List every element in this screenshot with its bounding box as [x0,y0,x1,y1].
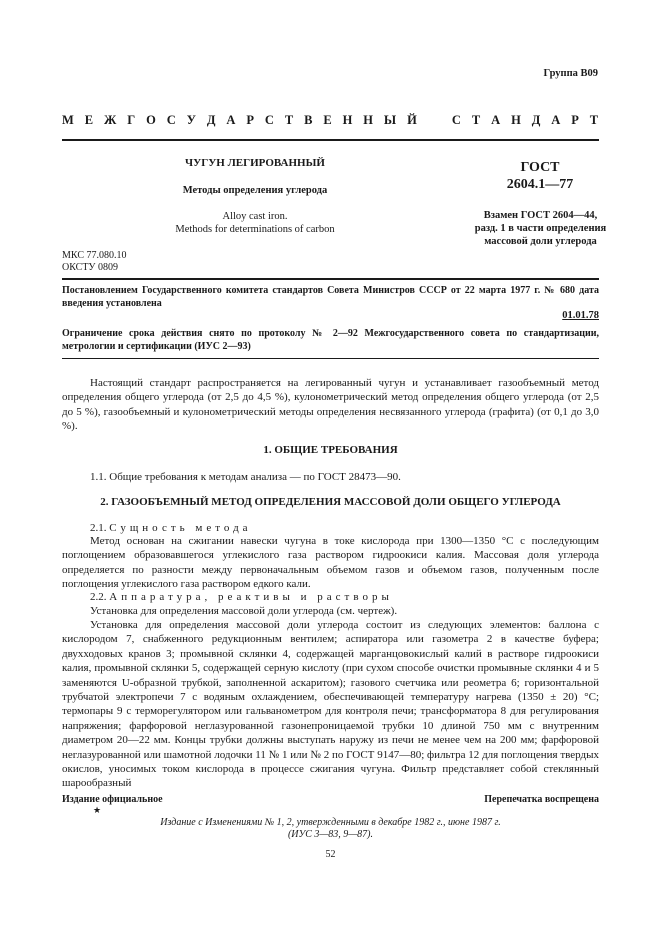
title-en-line1: Alloy cast iron. [222,211,288,222]
banner-standard: С Т А Н Д А Р Т [451,113,602,127]
changes-line1: Издание с Изменениями № 1, 2, утвержденными в декабре 1982 г., июне 1987 г. [160,817,501,828]
star-icon: ★ [93,805,102,815]
section2-heading: 2. ГАЗООБЪЕМНЫЙ МЕТОД ОПРЕДЕЛЕНИЯ МАССОВОЙ ДОЛИ ОБЩЕГО УГЛЕРОДА [100,496,561,508]
page-number: 52 [325,849,336,860]
s22-heading [90,590,599,604]
s22-number: 2.2. [90,591,107,603]
s21-text: Метод основан на сжигании навески чугуна в токе кислорода при 1300—1350 °С с последующим поглощением образовавшегося углекислого газа раствором гидроокиси калия. Массовая доля углерода определяется по разности между первоначальным объемом газов и объемом газов, полученным после поглощения углекислого газа раствором едкого кали. [62,535,599,591]
decree-date: 01.01.78 [562,310,599,321]
s21-title: Сущность метода [109,522,252,534]
edition-official: Издание официальное [62,794,163,805]
replace-line1: Взамен ГОСТ 2604—44, [483,210,598,221]
okstu-code: ОКСТУ 0809 [62,262,119,273]
restriction-rule [62,358,599,359]
gost-label: ГОСТ [520,160,560,175]
s22-p1: Установка для определения массовой доли углерода (см. чертеж). [90,605,398,617]
s21-number: 2.1. [90,522,107,534]
doc-title: ЧУГУН ЛЕГИРОВАННЫЙ [185,157,325,169]
s22-p2: Установка для определения массовой доли углерода состоит из следующих элементов: баллона с кислородом 7, снабженного редукционным вентилем; аспиратора или газометра 2 в качестве буфера; двухходовых кранов 3; промывной склянки 4, содержащей марганцовокислый калий в растворе гидроокиси калия, промывной склянки 5, содержащей серную кислоту (при сухом способе очистки промывные склянки 4 и 5 заменяются U-образной трубкой, заполненной аскаритом); газового счетчика или реометра 6; горизонтальной трубчатой электропечи 7 с водяным охлаждением, обеспечивающей температуру нагрева (1350 ± 20) °С; термопары 9 с терморегулятором или гальванометром для контроля печи; трансформатора 8 для регулирования напряжения; фарфоровой неглазурованной газонепроницаемой трубки 10 длиной 750 мм с внутренним диаметром 20—22 мм. Концы трубки должны выступать наружу из печи не менее чем на 200 мм; фарфоровой неглазурованной или шамотной лодочки 11 № 1 или № 2 по ГОСТ 9147—80; фильтра 12 для поглощения твердых окислов, уносимых током кислорода в процессе сжигания чугуна. Фильтр представляет собой стеклянный шарообразный [62,619,599,790]
reprint-notice: Перепечатка воспрещена [484,794,599,805]
section1-heading: 1. ОБЩИЕ ТРЕБОВАНИЯ [263,444,398,456]
title-rule [62,278,599,280]
replace-line3: массовой доли углерода [484,236,597,247]
title-en-line2: Methods for determinations of carbon [175,224,335,235]
gost-number: 2604.1—77 [506,177,574,192]
intro-paragraph: Настоящий стандарт распространяется на легированный чугун и устанавливает газообъемный метод определения общего углерода (от 2,5 до 4,5 %), кулонометрический метод определения общего углерода (от 2,5 до 5 %), газообъемный и кулонометрический методы определения несвязанного углерода (графита) (от 0,1 до 3,0 %). [62,377,599,433]
s22-title: Аппаратура, реактивы и растворы [109,591,393,603]
group-code: Группа В09 [543,68,598,79]
section1-p1: 1.1. Общие требования к методам анализа — по ГОСТ 28473—90. [90,471,401,483]
restriction-note: Ограничение срока действия снято по протоколу № 2—92 Межгосударственного совета по стандартизации, метрологии и сертификации (ИУС 2—93) [62,328,599,352]
replace-line2: разд. 1 в части определения [474,223,607,234]
changes-line2: (ИУС 3—83, 9—87). [287,829,374,840]
standard-banner [62,113,602,131]
mks-code: МКС 77.080.10 [62,250,127,261]
doc-subtitle: Методы определения углерода [182,185,328,196]
decree-text: Постановлением Государственного комитета стандартов Совета Министров СССР от 22 марта 1977 г. № 680 дата введения установлена [62,285,599,309]
header-rule [62,139,599,141]
banner-interstate: М Е Ж Г О С У Д А Р С Т В Е Н Н Ы Й [62,113,421,127]
